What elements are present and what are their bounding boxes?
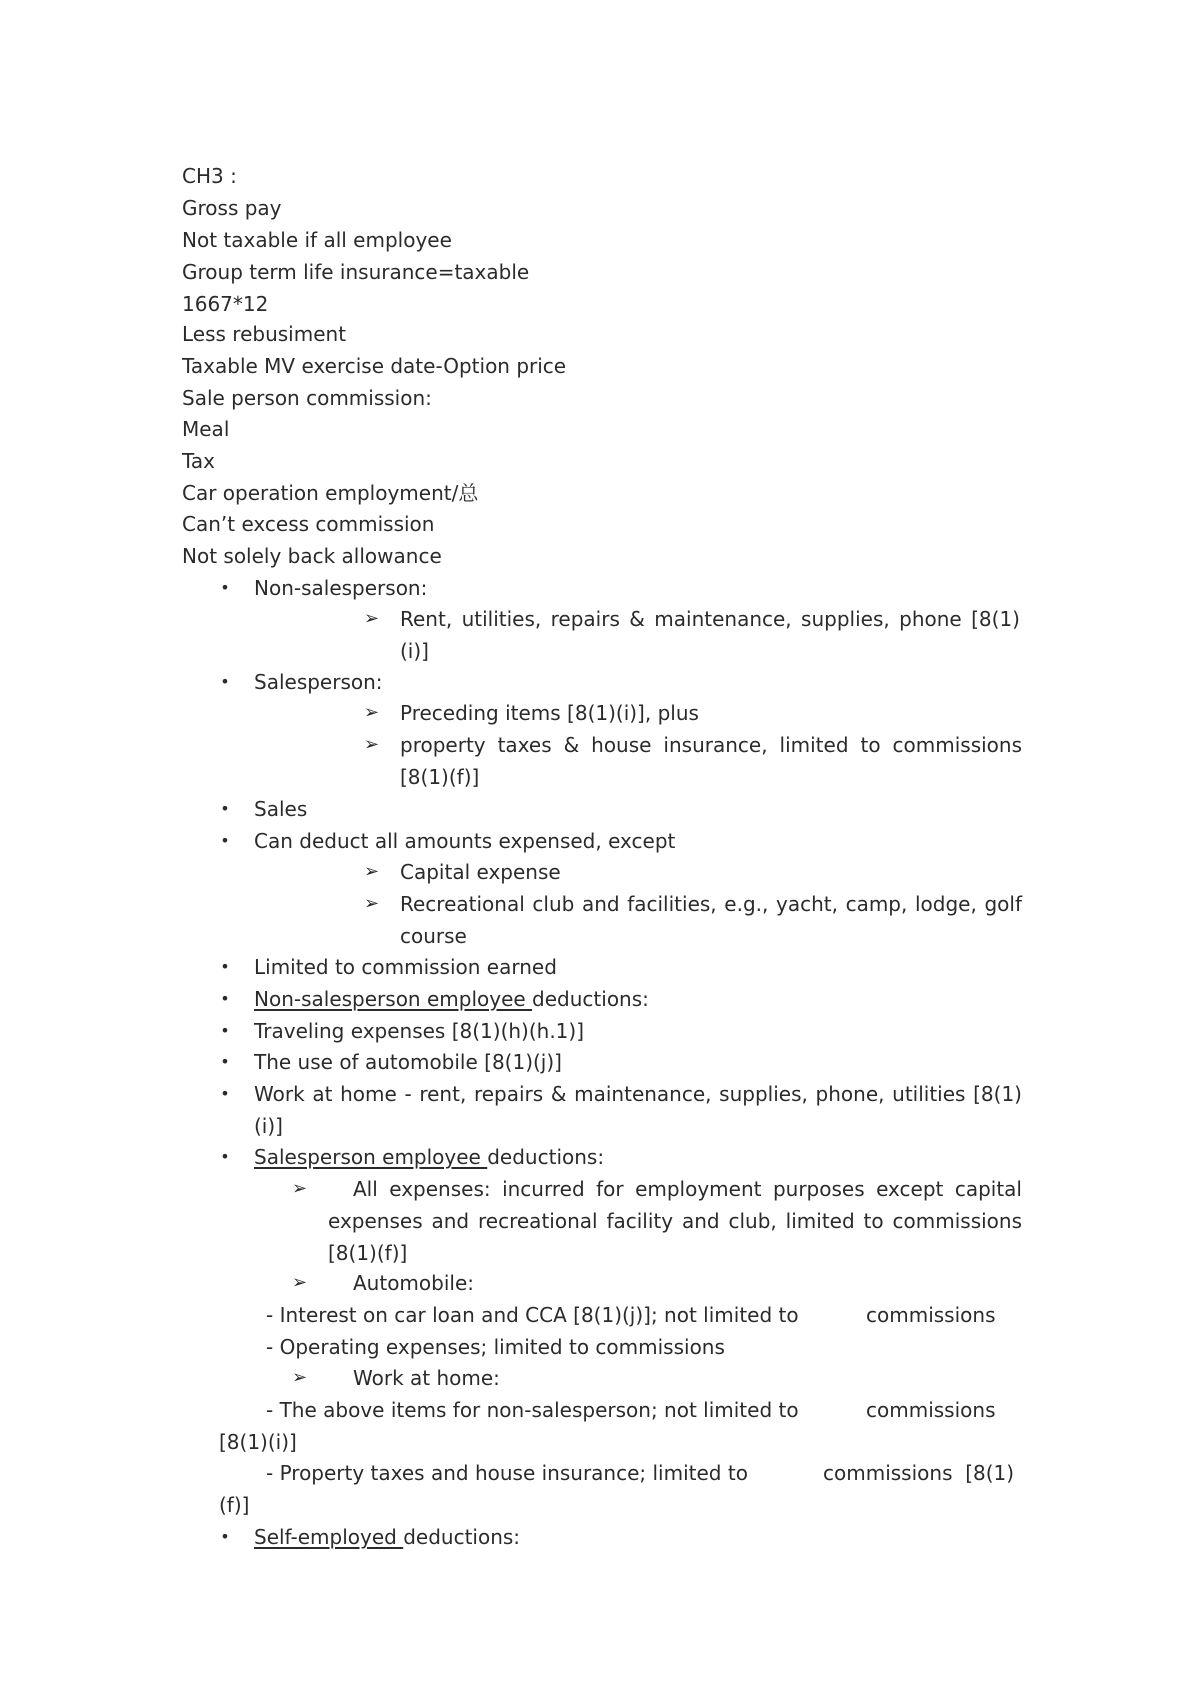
text-car-operation: Car operation employment/总: [182, 481, 479, 505]
list-item-non-salesperson: Non-salesperson:: [254, 576, 428, 600]
text-operating-expenses: - Operating expenses; limited to commissions: [266, 1335, 725, 1359]
underlined-label: Self-employed: [254, 1525, 404, 1549]
bullet-icon: •: [220, 1147, 230, 1166]
text-interest-car-loan-end: commissions: [866, 1303, 996, 1327]
list-subitem-work-at-home: Work at home:: [353, 1366, 500, 1390]
bullet-icon: •: [220, 578, 230, 597]
bullet-icon: •: [220, 1052, 230, 1071]
list-subitem-preceding-items: Preceding items [8(1)(i)], plus: [400, 701, 699, 725]
list-item-non-salesperson-deductions: [254, 985, 649, 1013]
label-rest: deductions:: [487, 1145, 605, 1169]
text-not-taxable: Not taxable if all employee: [182, 228, 452, 252]
bullet-icon: •: [220, 989, 230, 1008]
arrow-bullet-icon: ➢: [364, 608, 380, 629]
underlined-label: Non-salesperson employee: [254, 987, 533, 1011]
list-subitem-automobile: Automobile:: [353, 1271, 475, 1295]
text-above-items-end: commissions: [866, 1398, 996, 1422]
list-subitem-all-expenses: All expenses: incurred for employment purposes except capital expenses and recreational facility and club, limited to commissions [8(1)(f)]: [328, 1177, 1022, 1265]
list-item-traveling: Traveling expenses [8(1)(h)(h.1)]: [254, 1019, 585, 1043]
arrow-bullet-icon: ➢: [292, 1178, 308, 1199]
text-cant-exceed: Can’t excess commission: [182, 512, 435, 536]
text-calc: 1667*12: [182, 292, 269, 316]
list-item-sales: Sales: [254, 797, 308, 821]
text-sale-commission: Sale person commission:: [182, 386, 432, 410]
text-not-solely: Not solely back allowance: [182, 544, 442, 568]
label-rest: deductions:: [532, 987, 649, 1011]
list-item-limited-commission: Limited to commission earned: [254, 955, 557, 979]
arrow-bullet-icon: ➢: [292, 1272, 308, 1293]
arrow-bullet-icon: ➢: [364, 702, 380, 723]
text-above-items: - The above items for non-salesperson; not limited to: [266, 1398, 799, 1422]
text-property-taxes-ref: (f)]: [219, 1493, 250, 1517]
arrow-bullet-icon: ➢: [364, 734, 380, 755]
list-item-self-employed-deductions: [254, 1523, 520, 1551]
bullet-icon: •: [220, 1021, 230, 1040]
text-interest-car-loan: - Interest on car loan and CCA [8(1)(j)]; not limited to: [266, 1303, 799, 1327]
text-property-taxes: - Property taxes and house insurance; limited to: [266, 1461, 748, 1485]
bullet-icon: •: [220, 1084, 230, 1103]
text-above-items-ref: [8(1)(i)]: [219, 1430, 297, 1454]
bullet-icon: •: [220, 1527, 230, 1546]
bullet-icon: •: [220, 799, 230, 818]
list-subitem-rent-utilities: Rent, utilities, repairs & maintenance, supplies, phone [8(1)(i)]: [400, 607, 1020, 663]
list-item-automobile-use: The use of automobile [8(1)(j)]: [254, 1050, 562, 1074]
text-gross-pay: Gross pay: [182, 196, 282, 220]
text-group-term: Group term life insurance=taxable: [182, 260, 530, 284]
bullet-icon: •: [220, 672, 230, 691]
text-taxable-mv: Taxable MV exercise date-Option price: [182, 354, 567, 378]
text-property-taxes-end: commissions [8(1): [823, 1461, 1015, 1485]
list-subitem-recreational-club: Recreational club and facilities, e.g., yacht, camp, lodge, golf course: [400, 892, 1022, 948]
list-item-work-at-home: Work at home - rent, repairs & maintenance, supplies, phone, utilities [8(1)(i)]: [254, 1082, 1022, 1138]
list-item-can-deduct: Can deduct all amounts expensed, except: [254, 829, 676, 853]
bullet-icon: •: [220, 957, 230, 976]
arrow-bullet-icon: ➢: [364, 893, 380, 914]
list-item-salesperson-deductions: [254, 1143, 604, 1171]
arrow-bullet-icon: ➢: [364, 861, 380, 882]
arrow-bullet-icon: ➢: [292, 1367, 308, 1388]
heading-ch3: CH3 :: [182, 164, 237, 188]
list-subitem-property-taxes: property taxes & house insurance, limited to commissions [8(1)(f)]: [400, 733, 1022, 789]
list-item-salesperson: Salesperson:: [254, 670, 383, 694]
bullet-icon: •: [220, 831, 230, 850]
text-less-reimbursement: Less rebusiment: [182, 322, 347, 346]
text-tax: Tax: [182, 449, 215, 473]
label-rest: deductions:: [403, 1525, 521, 1549]
list-subitem-capital-expense: Capital expense: [400, 860, 561, 884]
text-meal: Meal: [182, 417, 230, 441]
underlined-label: Salesperson employee: [254, 1145, 488, 1169]
